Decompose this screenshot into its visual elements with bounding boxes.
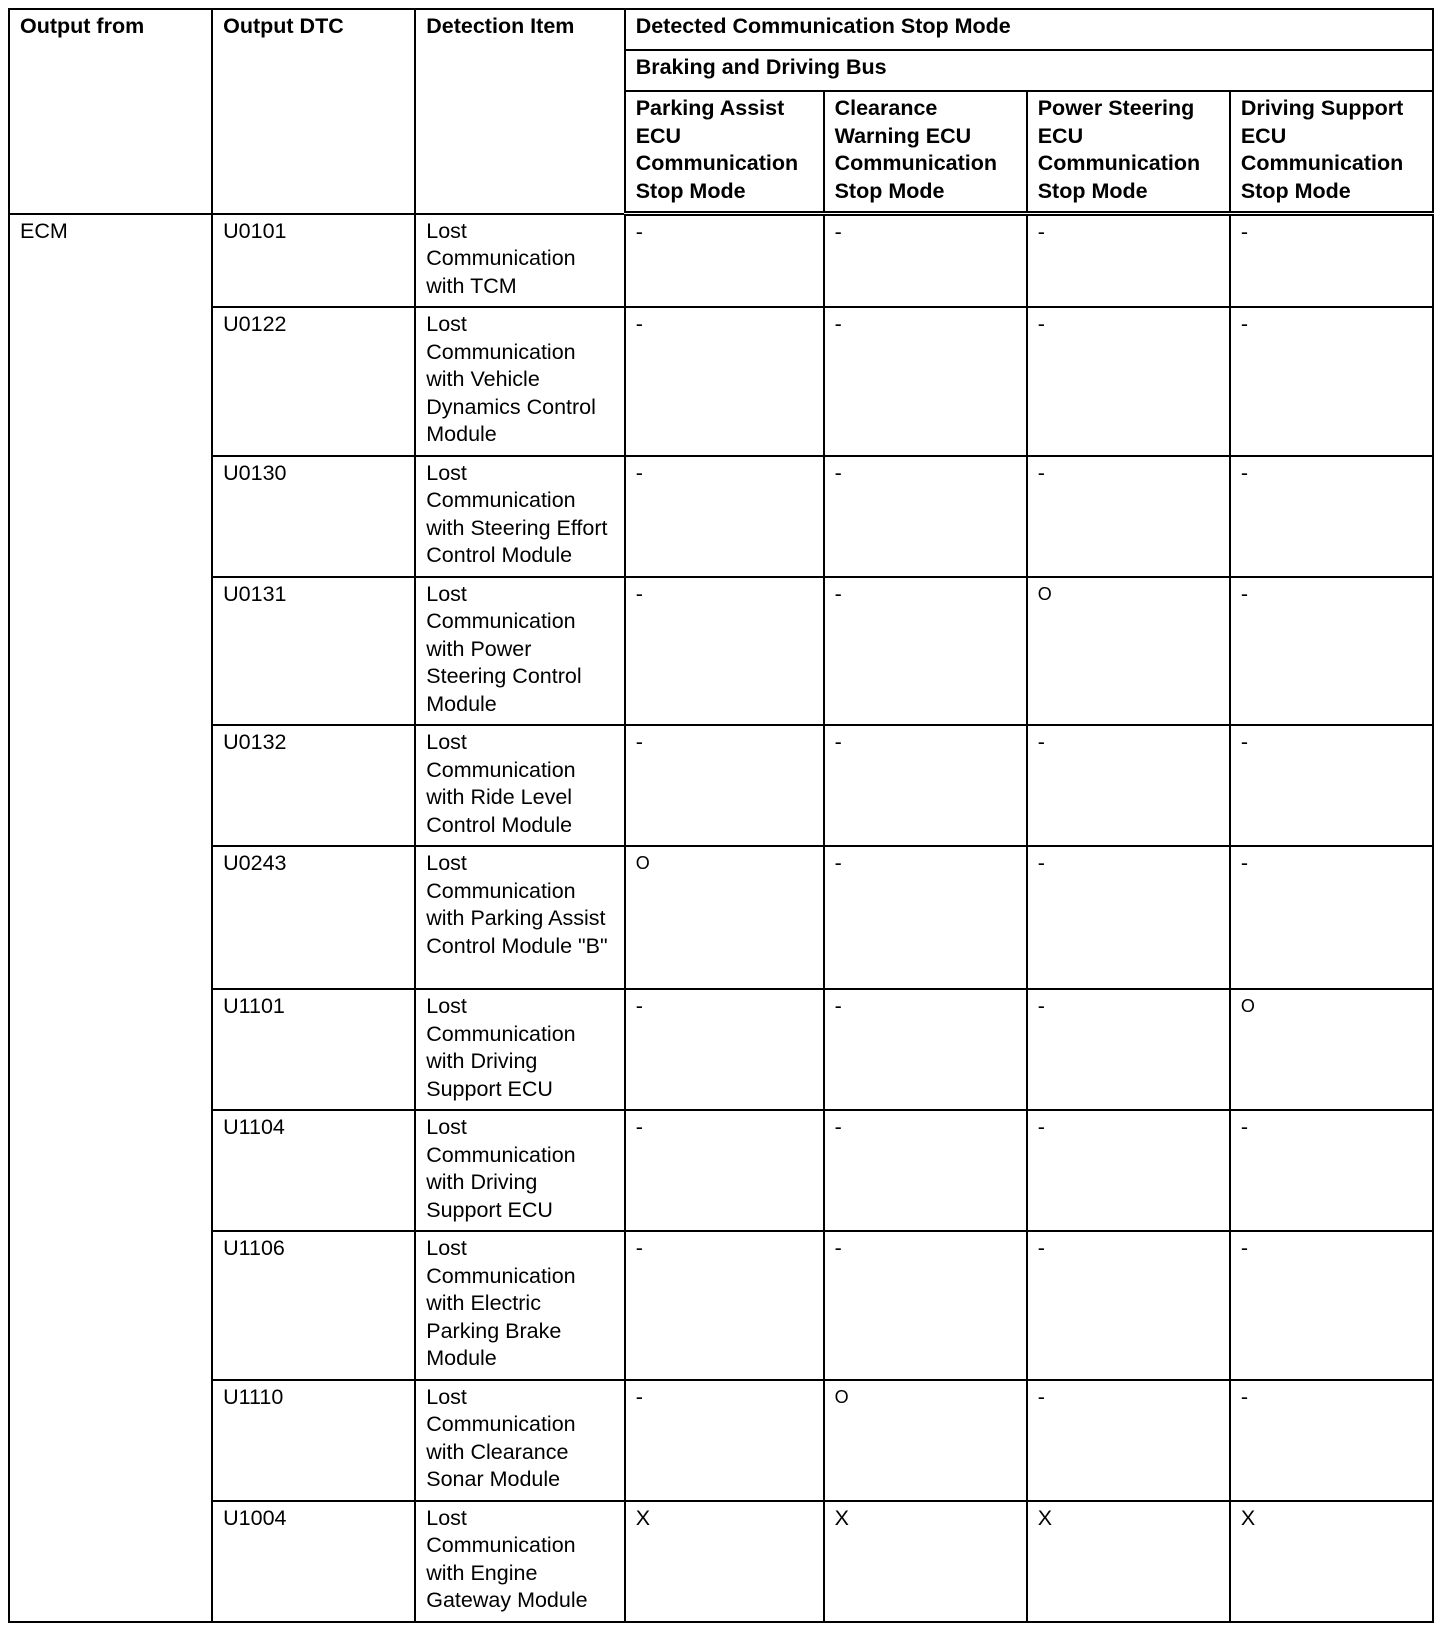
power-steering-value: - [1027,989,1230,1110]
parking-assist-value: X [625,1501,824,1622]
detection-item: Lost Communication with Ride Level Control Module [415,725,624,846]
parking-assist-value: - [625,989,824,1110]
detection-item: Lost Communication with Clearance Sonar Module [415,1380,624,1501]
parking-assist-value: - [625,1110,824,1231]
detection-item: Lost Communication with Driving Support ECU [415,989,624,1110]
parking-assist-value: - [625,725,824,846]
detection-item: Lost Communication with TCM [415,214,624,308]
clearance-warning-value: X [824,1501,1027,1622]
clearance-warning-value: - [824,1231,1027,1380]
driving-support-value: - [1230,1380,1433,1501]
power-steering-value: - [1027,456,1230,577]
header-detection-item: Detection Item [415,9,624,214]
header-detected-mode: Detected Communication Stop Mode [625,9,1433,50]
driving-support-value: X [1230,1501,1433,1622]
clearance-warning-value: - [824,307,1027,456]
driving-support-value: - [1230,214,1433,308]
parking-assist-value: - [625,1231,824,1380]
driving-support-value: O [1230,989,1433,1110]
driving-support-value: - [1230,577,1433,726]
header-parking-assist: Parking Assist ECU Communication Stop Mode [625,91,824,214]
table-row [9,725,1433,846]
header-clearance-warning: Clearance Warning ECU Communication Stop Mode [824,91,1027,214]
table-row [9,1380,1433,1501]
dtc-code: U1004 [212,1501,415,1622]
detection-item: Lost Communication with Steering Effort Control Module [415,456,624,577]
dtc-code: U1101 [212,989,415,1110]
table-row [9,307,1433,456]
clearance-warning-value: - [824,846,1027,989]
table-row [9,1501,1433,1622]
header-output-from: Output from [9,9,212,214]
parking-assist-value: - [625,307,824,456]
dtc-code: U0101 [212,214,415,308]
driving-support-value: - [1230,456,1433,577]
detection-item: Lost Communication with Driving Support ECU [415,1110,624,1231]
power-steering-value: X [1027,1501,1230,1622]
dtc-code: U1104 [212,1110,415,1231]
clearance-warning-value: - [824,1110,1027,1231]
power-steering-value: - [1027,846,1230,989]
driving-support-value: - [1230,725,1433,846]
parking-assist-value: O [625,846,824,989]
dtc-code: U1106 [212,1231,415,1380]
table-row [9,577,1433,726]
clearance-warning-value: - [824,577,1027,726]
parking-assist-value: - [625,214,824,308]
table-row [9,846,1433,989]
clearance-warning-value: - [824,214,1027,308]
power-steering-value: - [1027,214,1230,308]
parking-assist-value: - [625,1380,824,1501]
clearance-warning-value: - [824,725,1027,846]
driving-support-value: - [1230,307,1433,456]
clearance-warning-value: - [824,456,1027,577]
clearance-warning-value: O [824,1380,1027,1501]
detection-item: Lost Communication with Parking Assist Control Module "B" [415,846,624,989]
dtc-code: U0132 [212,725,415,846]
table-row [9,214,1433,308]
table-row [9,456,1433,577]
power-steering-value: - [1027,1231,1230,1380]
parking-assist-value: - [625,456,824,577]
dtc-code: U0122 [212,307,415,456]
header-power-steering: Power Steering ECU Communication Stop Mode [1027,91,1230,214]
power-steering-value: O [1027,577,1230,726]
clearance-warning-value: - [824,989,1027,1110]
driving-support-value: - [1230,1110,1433,1231]
table-row [9,1110,1433,1231]
detection-item: Lost Communication with Electric Parking Brake Module [415,1231,624,1380]
power-steering-value: - [1027,1380,1230,1501]
table-row [9,989,1433,1110]
power-steering-value: - [1027,725,1230,846]
dtc-code: U0130 [212,456,415,577]
header-bus: Braking and Driving Bus [625,50,1433,91]
header-driving-support: Driving Support ECU Communication Stop Mode [1230,91,1433,214]
power-steering-value: - [1027,307,1230,456]
dtc-code: U1110 [212,1380,415,1501]
table-row [9,1231,1433,1380]
driving-support-value: - [1230,846,1433,989]
header-output-dtc: Output DTC [212,9,415,214]
detection-item: Lost Communication with Vehicle Dynamics Control Module [415,307,624,456]
output-from-cell: ECM [9,214,212,1622]
parking-assist-value: - [625,577,824,726]
detection-item: Lost Communication with Power Steering Control Module [415,577,624,726]
dtc-table [8,8,1434,1623]
dtc-code: U0243 [212,846,415,989]
driving-support-value: - [1230,1231,1433,1380]
power-steering-value: - [1027,1110,1230,1231]
detection-item: Lost Communication with Engine Gateway Module [415,1501,624,1622]
dtc-code: U0131 [212,577,415,726]
